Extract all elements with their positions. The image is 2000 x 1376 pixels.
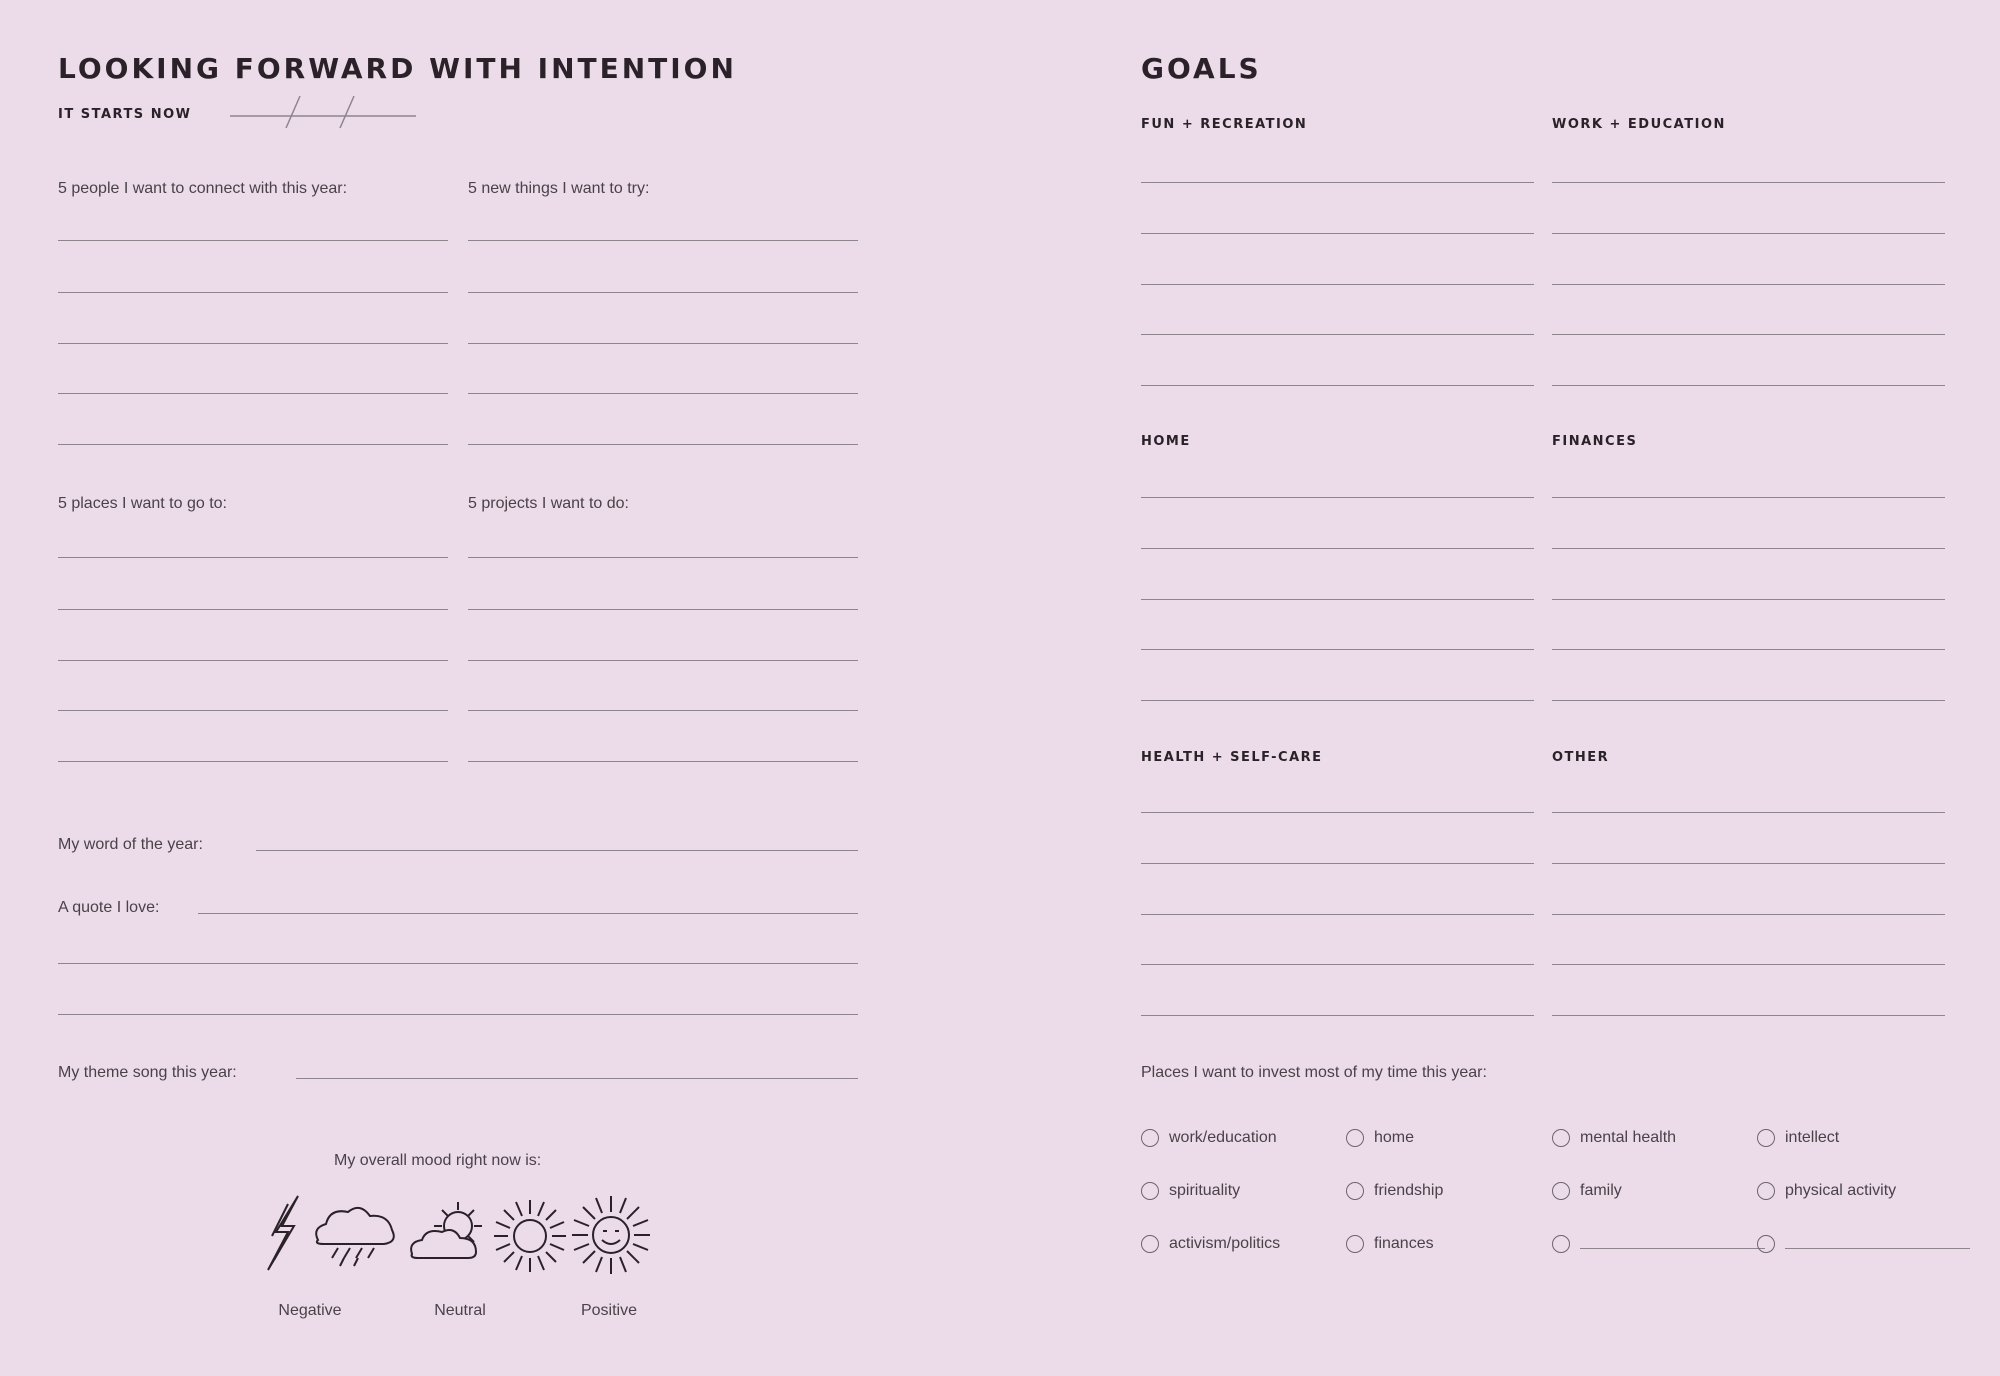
starts-now-label: IT STARTS NOW [58, 107, 192, 122]
people-prompt: 5 people I want to connect with this year: [58, 180, 348, 197]
checkbox-family[interactable]: family [1552, 1182, 1622, 1200]
radio-circle-icon[interactable] [1757, 1129, 1775, 1147]
category-home: HOME [1141, 434, 1191, 449]
checkbox-home[interactable]: home [1346, 1129, 1414, 1147]
fun-recreation-lines[interactable] [1141, 182, 1534, 392]
checkbox-spirituality[interactable]: spirituality [1141, 1182, 1240, 1200]
checkbox-activism-politics[interactable]: activism/politics [1141, 1235, 1280, 1253]
category-other: OTHER [1552, 750, 1610, 765]
people-lines[interactable] [58, 240, 448, 450]
radio-circle-icon[interactable] [1552, 1182, 1570, 1200]
smiling-sun-icon[interactable] [570, 1194, 652, 1276]
projects-lines[interactable] [468, 557, 858, 767]
new-things-prompt: 5 new things I want to try: [468, 180, 650, 197]
sun-icon[interactable] [492, 1198, 568, 1274]
date-field[interactable] [228, 92, 418, 132]
checkbox-intellect[interactable]: intellect [1757, 1129, 1839, 1147]
custom-option-line[interactable] [1580, 1248, 1765, 1249]
category-health-self-care: HEALTH + SELF-CARE [1141, 750, 1323, 765]
radio-circle-icon[interactable] [1552, 1129, 1570, 1147]
radio-circle-icon[interactable] [1141, 1129, 1159, 1147]
mood-negative-label: Negative [278, 1302, 342, 1319]
quote-line-1[interactable] [198, 913, 858, 914]
theme-song-line[interactable] [296, 1078, 858, 1079]
checkbox-custom-1[interactable] [1552, 1235, 1765, 1253]
projects-prompt: 5 projects I want to do: [468, 495, 629, 512]
right-page [1000, 0, 2000, 1376]
mood-positive-label: Positive [580, 1302, 638, 1319]
lightning-icon[interactable] [258, 1192, 308, 1274]
radio-circle-icon[interactable] [1141, 1182, 1159, 1200]
finances-lines[interactable] [1552, 497, 1945, 707]
radio-circle-icon[interactable] [1346, 1182, 1364, 1200]
custom-option-line[interactable] [1785, 1248, 1970, 1249]
radio-circle-icon[interactable] [1346, 1235, 1364, 1253]
health-self-care-lines[interactable] [1141, 812, 1534, 1022]
radio-circle-icon[interactable] [1552, 1235, 1570, 1253]
other-lines[interactable] [1552, 812, 1945, 1022]
quote-label: A quote I love: [58, 899, 160, 916]
storm-cloud-icon[interactable] [308, 1200, 398, 1270]
word-of-year-line[interactable] [256, 850, 858, 851]
work-education-lines[interactable] [1552, 182, 1945, 392]
home-lines[interactable] [1141, 497, 1534, 707]
mood-neutral-label: Neutral [434, 1302, 486, 1319]
checkbox-physical-activity[interactable]: physical activity [1757, 1182, 1896, 1200]
goals-title: GOALS [1141, 52, 1262, 85]
places-prompt: 5 places I want to go to: [58, 495, 227, 512]
checkbox-work-education[interactable]: work/education [1141, 1129, 1277, 1147]
category-work-education: WORK + EDUCATION [1552, 117, 1726, 132]
radio-circle-icon[interactable] [1346, 1129, 1364, 1147]
new-things-lines[interactable] [468, 240, 858, 450]
word-of-year-label: My word of the year: [58, 836, 203, 853]
checkbox-finances[interactable]: finances [1346, 1235, 1434, 1253]
category-finances: FINANCES [1552, 434, 1638, 449]
page-title: LOOKING FORWARD WITH INTENTION [58, 52, 737, 85]
checkbox-mental-health[interactable]: mental health [1552, 1129, 1676, 1147]
quote-line-3[interactable] [58, 1014, 858, 1015]
radio-circle-icon[interactable] [1141, 1235, 1159, 1253]
radio-circle-icon[interactable] [1757, 1235, 1775, 1253]
places-lines[interactable] [58, 557, 448, 767]
checkbox-custom-2[interactable] [1757, 1235, 1970, 1253]
cloud-sun-icon[interactable] [406, 1198, 492, 1270]
mood-prompt: My overall mood right now is: [334, 1152, 542, 1169]
radio-circle-icon[interactable] [1757, 1182, 1775, 1200]
theme-song-label: My theme song this year: [58, 1064, 237, 1081]
checkbox-friendship[interactable]: friendship [1346, 1182, 1443, 1200]
quote-line-2[interactable] [58, 963, 858, 964]
invest-prompt: Places I want to invest most of my time this year: [1141, 1064, 1487, 1081]
category-fun-recreation: FUN + RECREATION [1141, 117, 1308, 132]
